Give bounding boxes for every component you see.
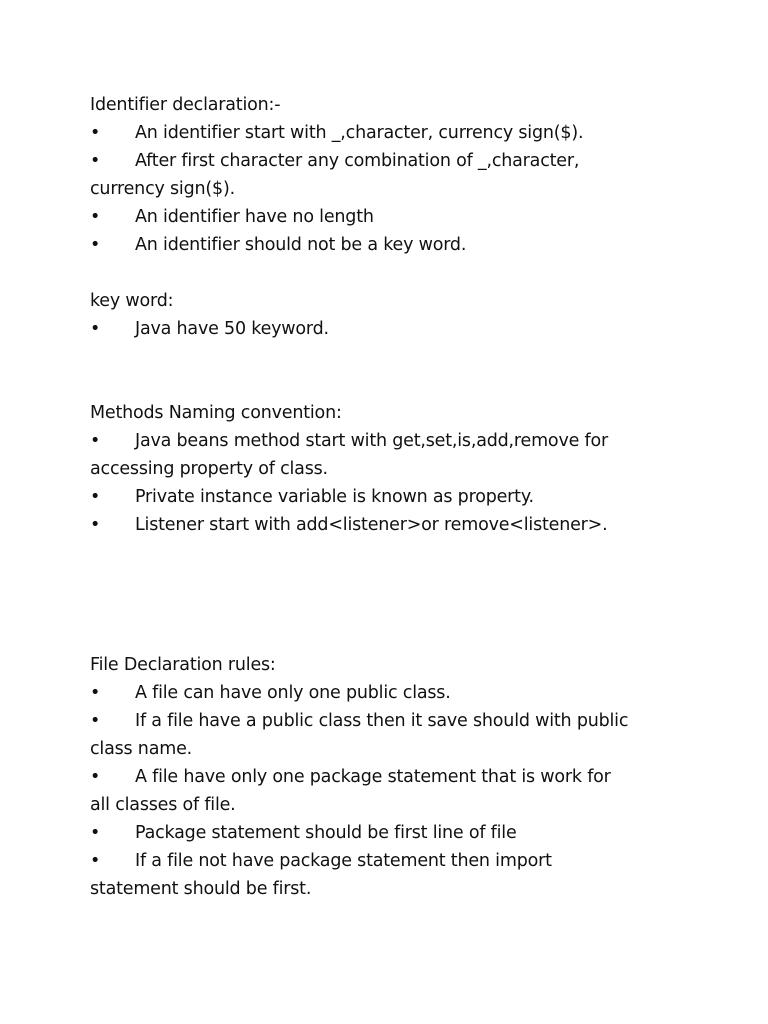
section-heading: Identifier declaration:- bbox=[90, 95, 281, 115]
section-identifier-declaration bbox=[90, 91, 690, 259]
list-item-text: If a file have a public class then it save should with public bbox=[135, 711, 629, 731]
list-item bbox=[90, 231, 690, 259]
bullet-icon: • bbox=[90, 823, 101, 843]
list-item-text-continued: currency sign($). bbox=[90, 179, 235, 199]
bullet-icon: • bbox=[90, 767, 101, 787]
list-item-text: Private instance variable is known as property. bbox=[135, 487, 534, 507]
bullet-icon: • bbox=[90, 319, 101, 339]
list-item-text: If a file not have package statement then import bbox=[135, 851, 552, 871]
section-heading: key word: bbox=[90, 291, 174, 311]
list-item bbox=[90, 847, 690, 903]
bullet-icon: • bbox=[90, 431, 101, 451]
list-item bbox=[90, 511, 690, 539]
list-item-text: Java have 50 keyword. bbox=[135, 319, 329, 339]
list-item-text: Package statement should be first line of file bbox=[135, 823, 517, 843]
section-key-word bbox=[90, 287, 690, 343]
list-item-text-continued: all classes of file. bbox=[90, 795, 236, 815]
section-methods-naming-convention bbox=[90, 399, 690, 539]
bullet-icon: • bbox=[90, 851, 101, 871]
bullet-icon: • bbox=[90, 151, 101, 171]
bullet-icon: • bbox=[90, 235, 101, 255]
list-item-text: Listener start with add<listener>or remove<listener>. bbox=[135, 515, 608, 535]
bullet-icon: • bbox=[90, 683, 101, 703]
bullet-icon: • bbox=[90, 487, 101, 507]
section-heading: File Declaration rules: bbox=[90, 655, 276, 675]
list-item-text-continued: class name. bbox=[90, 739, 192, 759]
list-item bbox=[90, 427, 690, 483]
list-item-text: An identifier have no length bbox=[135, 207, 374, 227]
bullet-icon: • bbox=[90, 515, 101, 535]
list-item bbox=[90, 483, 690, 511]
list-item-text: An identifier should not be a key word. bbox=[135, 235, 467, 255]
section-file-declaration-rules bbox=[90, 651, 690, 903]
list-item bbox=[90, 679, 690, 707]
list-item-text: A file can have only one public class. bbox=[135, 683, 451, 703]
bullet-icon: • bbox=[90, 711, 101, 731]
section-heading: Methods Naming convention: bbox=[90, 403, 342, 423]
list-item bbox=[90, 119, 690, 147]
list-item-text: After first character any combination of _,character, bbox=[135, 151, 580, 171]
list-item-text: Java beans method start with get,set,is,add,remove for bbox=[135, 431, 608, 451]
list-item-text: A file have only one package statement that is work for bbox=[135, 767, 611, 787]
list-item-text: An identifier start with _,character, currency sign($). bbox=[135, 123, 584, 143]
list-item bbox=[90, 147, 690, 203]
list-item bbox=[90, 315, 690, 343]
list-item bbox=[90, 203, 690, 231]
list-item bbox=[90, 819, 690, 847]
list-item-text-continued: statement should be first. bbox=[90, 879, 312, 899]
bullet-icon: • bbox=[90, 123, 101, 143]
list-item bbox=[90, 707, 690, 763]
list-item-text-continued: accessing property of class. bbox=[90, 459, 328, 479]
bullet-icon: • bbox=[90, 207, 101, 227]
list-item bbox=[90, 763, 690, 819]
